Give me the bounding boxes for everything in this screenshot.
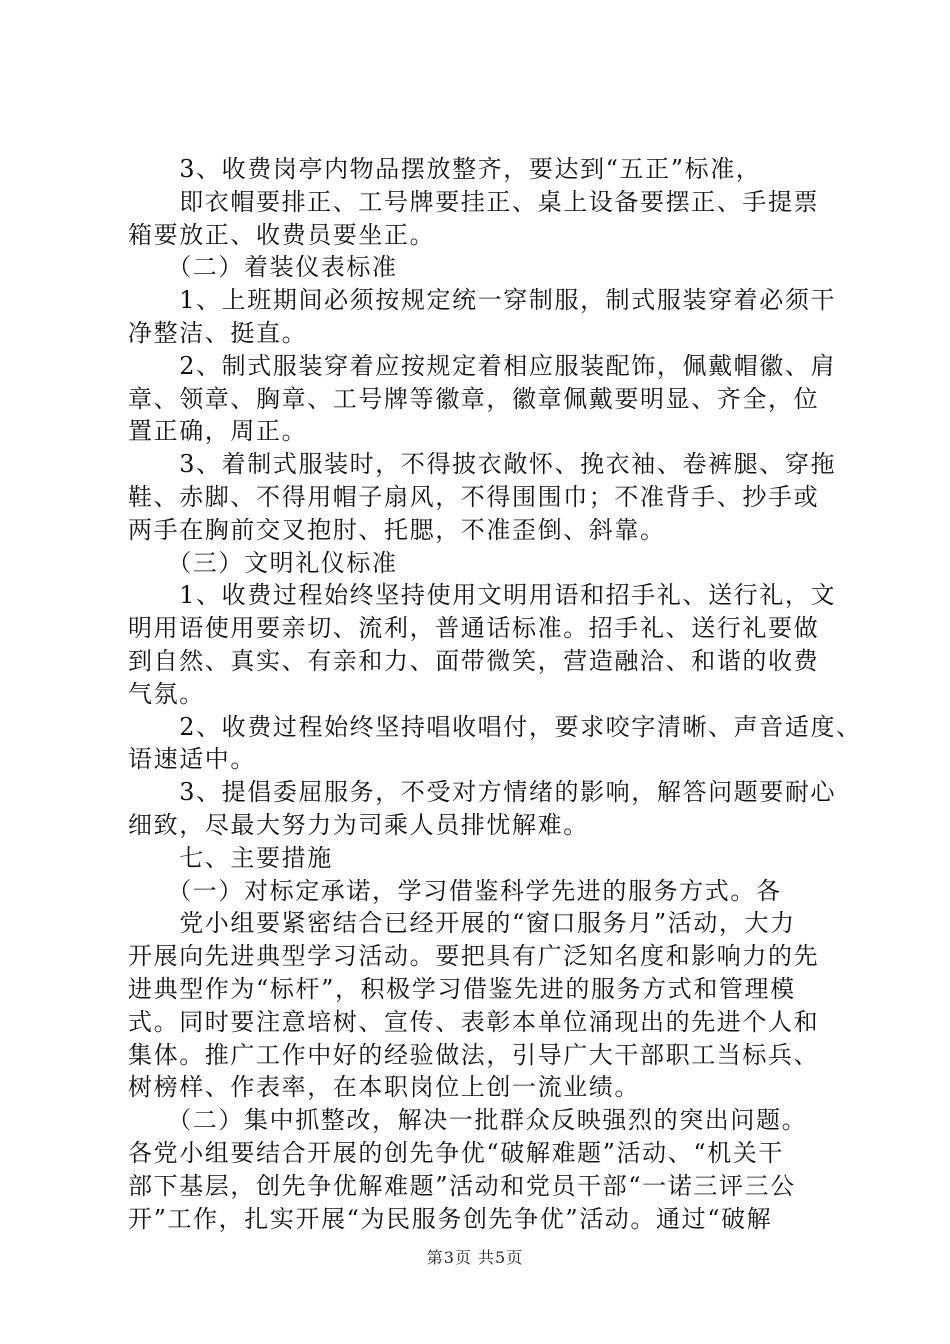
text-line: 箱要放正、收费员要坐正。 [128,220,436,249]
text-line: 气氛。 [128,679,205,708]
text-line: 开”工作，扎实开展“为民服务创先争优”活动。通过“破解 [128,1204,773,1233]
text-line: 明用语使用要亲切、流利，普通话标准。招手礼、送行礼要做 [128,614,820,643]
text-line: 章、领章、胸章、工号牌等徽章，徽章佩戴要明显、齐全，位 [128,384,820,413]
text-line: 进典型作为“标杆”，积极学习借鉴先进的服务方式和管理模 [128,974,796,1003]
page-number-footer: 第3页 共5页 [426,1248,524,1267]
text-line: 集体。推广工作中好的经验做法，引导广大干部职工当标兵、 [128,1040,820,1069]
text-line: 1、上班期间必须按规定统一穿制服，制式服装穿着必须干 [128,286,837,315]
text-line: 党小组要紧密结合已经开展的“窗口服务月”活动，大力 [128,909,796,938]
text-line: 部下基层，创先争优解难题”活动和党员干部“一诺三评三公 [128,1171,796,1200]
text-line: 各党小组要结合开展的创先争优“破解难题”活动、“机关干 [128,1138,785,1167]
text-line: 式。同时要注意培树、宣传、表彰本单位涌现出的先进个人和 [128,1007,820,1036]
text-line: 到自然、真实、有亲和力、面带微笑，营造融洽、和谐的收费 [128,646,820,675]
text-line: 3、提倡委屈服务，不受对方情绪的影响，解答问题要耐心 [128,778,837,807]
text-line: 语速适中。 [128,745,256,774]
text-line: （二）着装仪表标准 [128,253,398,282]
text-line: 七、主要措施 [128,843,333,872]
text-line: （一）对标定承诺，学习借鉴科学先进的服务方式。各 [128,876,782,905]
text-line: 即衣帽要排正、工号牌要挂正、桌上设备要摆正、手提票 [128,187,820,216]
text-line: 树榜样、作表率，在本职岗位上创一流业绩。 [128,1073,640,1102]
text-line: 两手在胸前交叉抱肘、托腮，不准歪倒、斜靠。 [128,515,666,544]
text-line: （三）文明礼仪标准 [128,548,398,577]
text-line: 净整洁、挺直。 [128,318,308,347]
text-line: 鞋、赤脚、不得用帽子扇风，不得围围巾；不准背手、抄手或 [128,482,820,511]
text-line: 2、收费过程始终坚持唱收唱付，要求咬字清晰、声音适度、 [128,712,862,741]
text-line: 开展向先进典型学习活动。要把具有广泛知名度和影响力的先 [128,942,820,971]
text-line: 细致，尽最大努力为司乘人员排忧解难。 [128,810,589,839]
text-line: 置正确，周正。 [128,417,308,446]
text-line: 3、着制式服装时，不得披衣敞怀、挽衣袖、卷裤腿、穿拖 [128,450,837,479]
document-body [128,153,862,1235]
text-line: 1、收费过程始终坚持使用文明用语和招手礼、送行礼，文 [128,581,837,610]
text-line: 2、制式服装穿着应按规定着相应服装配饰，佩戴帽徽、肩 [128,351,837,380]
text-line: 3、收费岗亭内物品摆放整齐，要达到“五正”标准， [128,155,762,183]
text-line: （二）集中抓整改，解决一批群众反映强烈的突出问题。 [128,1106,808,1135]
